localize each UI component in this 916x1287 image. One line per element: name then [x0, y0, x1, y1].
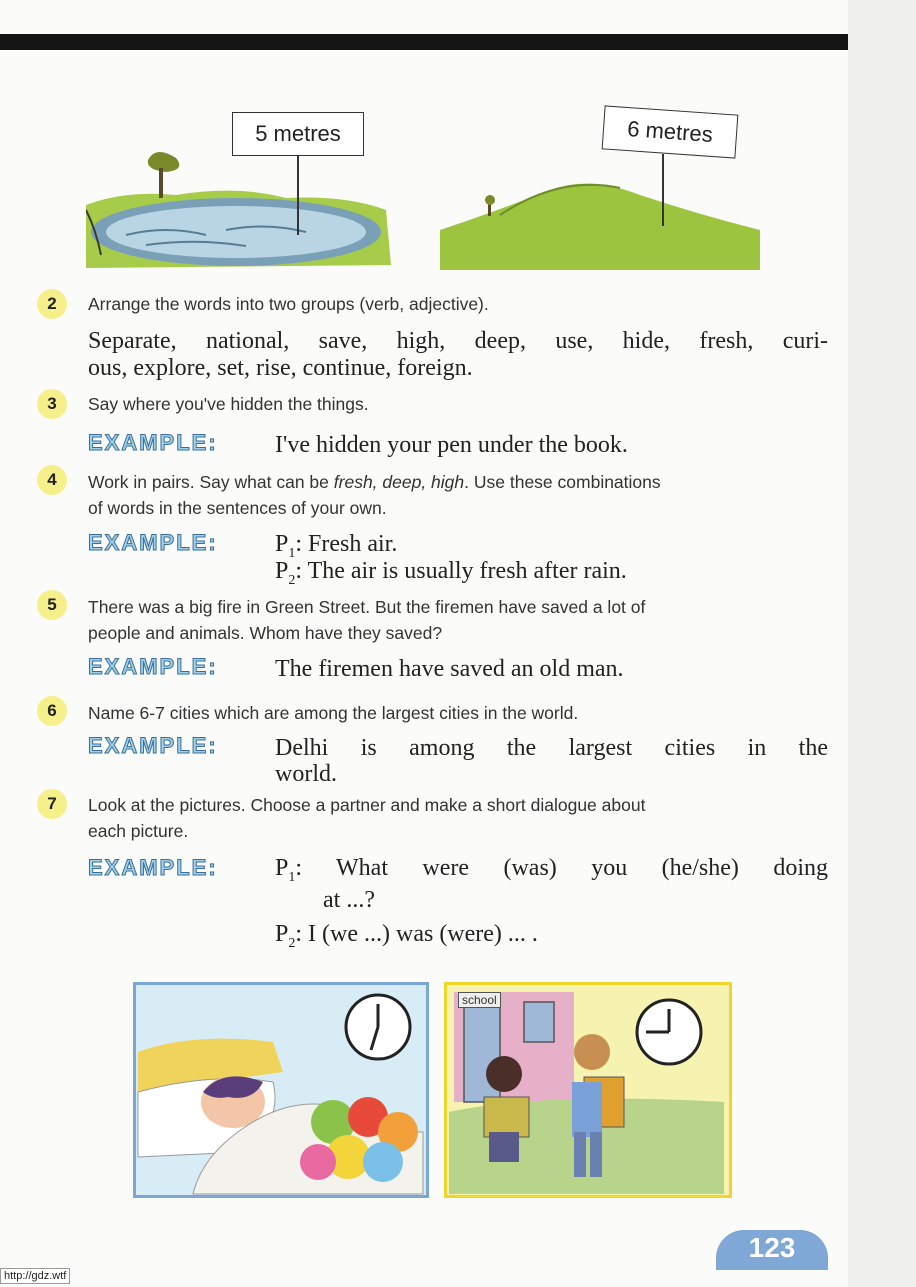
pond-illustration [86, 150, 396, 275]
exercise-4-example-label: EXAMPLE: [88, 530, 218, 555]
exercise-3-example-text: I've hidden your pen under the book. [275, 432, 628, 458]
exercise-5-example-text: The firemen have saved an old man. [275, 656, 624, 682]
p1-text: : Fresh air. [295, 531, 398, 557]
exercise-6-number: 6 [37, 696, 67, 726]
hill-sign-post [662, 154, 664, 226]
exercise-4-instruction-italic: fresh, deep, high [333, 472, 465, 492]
hill-sign-label: 6 metres [626, 116, 714, 147]
exercise-2-instruction: Arrange the words into two groups (verb, adjective). [88, 294, 489, 314]
exercise-4-number: 4 [37, 465, 67, 495]
exercise-3-instruction: Say where you've hidden the things. [88, 394, 369, 414]
picture-going-to-school [444, 982, 732, 1198]
exercise-5-instruction-line2: people and animals. Whom have they saved? [88, 623, 443, 643]
exercise-3-example-label: EXAMPLE: [88, 430, 218, 455]
watermark: http://gdz.wtf [0, 1268, 70, 1284]
p1-subscript: 1 [288, 545, 296, 561]
exercise-2-number: 2 [37, 289, 67, 319]
exercise-4-p2-line [275, 557, 627, 595]
school-sign: school [458, 992, 501, 1008]
p2-subscript: 2 [288, 935, 296, 951]
exercise-2-words-line2: ous, explore, set, rise, continue, foreign. [88, 355, 473, 381]
page-edge [848, 0, 916, 1287]
exercise-7-example-label: EXAMPLE: [88, 855, 218, 880]
exercise-4-instruction-line2: of words in the sentences of your own. [88, 498, 387, 518]
exercise-6-example-line2: world. [275, 761, 337, 787]
exercise-7-p2-line [275, 920, 538, 958]
p2-label: P [275, 558, 289, 584]
exercise-6-example-line1: Delhi is among the largest cities in the [275, 735, 828, 761]
exercise-4-instruction-pre: Work in pairs. Say what can be [88, 472, 334, 492]
exercise-5-instruction-line1: There was a big fire in Green Street. But the firemen have saved a lot of [88, 597, 646, 617]
exercise-6-example-label: EXAMPLE: [88, 733, 218, 758]
hill-sign [602, 105, 739, 158]
p1-subscript: 1 [288, 869, 296, 885]
exercise-4-instruction-post: . Use these combinations [464, 472, 661, 492]
exercise-7-instruction-line1: Look at the pictures. Choose a partner and make a short dialogue about [88, 795, 646, 815]
pond-sign-label: 5 metres [255, 121, 341, 146]
p2-subscript: 2 [288, 572, 296, 588]
p2-label: P [275, 921, 289, 947]
exercise-5-example-label: EXAMPLE: [88, 654, 218, 679]
pond-sign-post [297, 155, 299, 235]
p1-text: : What were (was) you (he/she) doing [295, 855, 828, 881]
exercise-5-number: 5 [37, 590, 67, 620]
top-bar [0, 34, 848, 50]
exercise-7-number: 7 [37, 789, 67, 819]
p1-label: P [275, 855, 289, 881]
page-number: 123 [748, 1232, 796, 1263]
exercise-7-p1-line2: at ...? [323, 887, 375, 913]
exercise-3-number: 3 [37, 389, 67, 419]
picture-sleeping-girl [133, 982, 429, 1198]
exercise-2-words-line1: Separate, national, save, high, deep, use, hide, fresh, curi- [88, 328, 828, 354]
exercise-4-instruction [88, 469, 661, 495]
p2-text: : The air is usually fresh after rain. [295, 558, 627, 584]
pond-sign [232, 112, 364, 156]
exercise-6-instruction: Name 6-7 cities which are among the largest cities in the world. [88, 703, 579, 723]
p1-label: P [275, 531, 289, 557]
exercise-7-instruction-line2: each picture. [88, 821, 189, 841]
hill-illustration [440, 160, 760, 270]
p2-text: : I (we ...) was (were) ... . [295, 921, 538, 947]
